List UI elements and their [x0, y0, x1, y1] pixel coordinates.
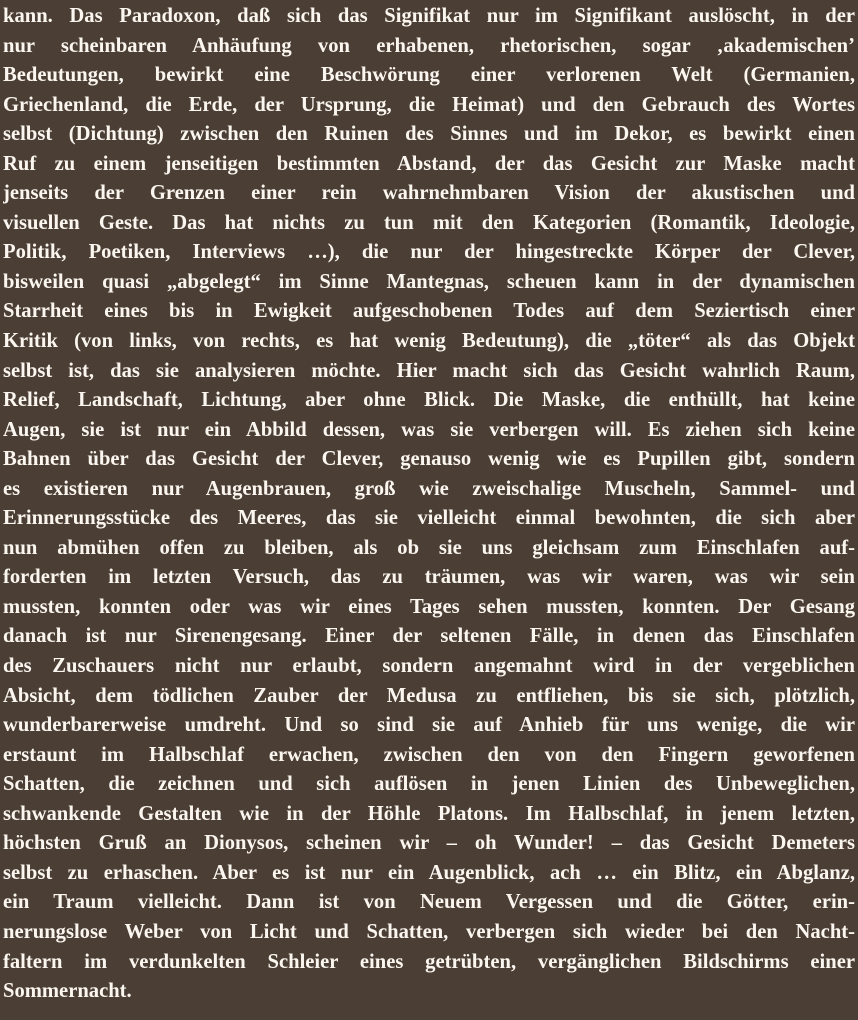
text-line: des Zuschauers nicht nur erlaubt, sondern angemahnt wird in der vergeblichen — [3, 655, 855, 678]
text-line: Griechenland, die Erde, der Ursprung, die Heimat) und den Gebrauch des Wortes — [3, 93, 855, 116]
text-line: nerungslose Weber von Licht und Schatten, verbergen sich wieder bei den Nacht- — [3, 920, 855, 943]
text-line: nun abmühen offen zu bleiben, als ob sie uns gleichsam zum Einschlafen auf- — [3, 536, 855, 559]
text-line: forderten im letzten Versuch, das zu träumen, was wir waren, was wir sein — [3, 566, 855, 589]
text-line: kann. Das Paradoxon, daß sich das Signifikat nur im Signifikant auslöscht, in der — [3, 5, 855, 27]
text-line: höchsten Gruß an Dionysos, scheinen wir – oh Wunder! – das Gesicht Demeters — [3, 832, 855, 855]
text-line: nur scheinbaren Anhäufung von erhabenen, rhetorischen, sogar ‚akademischen’ — [3, 34, 855, 57]
text-line: Absicht, dem tödlichen Zauber der Medusa zu entfliehen, bis sie sich, plötzlich, — [3, 684, 855, 707]
text-line: Ruf zu einem jenseitigen bestimmten Abstand, der das Gesicht zur Maske macht — [3, 152, 855, 175]
text-line: Sommernacht. — [3, 980, 132, 1003]
text-line: bisweilen quasi „abgelegt“ im Sinne Mantegnas, scheuen kann in der dynamischen — [3, 270, 855, 293]
text-line: selbst ist, das sie analysieren möchte. Hier macht sich das Gesicht wahrlich Raum, — [3, 359, 855, 382]
text-line: selbst zu erhaschen. Aber es ist nur ein Augenblick, ach … ein Blitz, ein Abglanz, — [3, 861, 855, 884]
text-line: danach ist nur Sirenengesang. Einer der seltenen Fälle, in denen das Einschlafen — [3, 625, 855, 648]
text-line: wunderbarerweise umdreht. Und so sind sie auf Anhieb für uns wenige, die wir — [3, 714, 855, 737]
text-line: schwankende Gestalten wie in der Höhle Platons. Im Halbschlaf, in jenem letzten, — [3, 802, 855, 825]
text-line: Politik, Poetiken, Interviews …), die nur der hingestreckte Körper der Clever, — [3, 241, 855, 264]
text-line: ein Traum vielleicht. Dann ist von Neuem Vergessen und die Götter, erin- — [3, 891, 855, 914]
text-line: Schatten, die zeichnen und sich auflösen in jenen Linien des Unbeweglichen, — [3, 773, 855, 796]
text-line: es existieren nur Augenbrauen, groß wie zweischalige Muscheln, Sammel- und — [3, 477, 855, 500]
text-line: Kritik (von links, von rechts, es hat wenig Bedeutung), die „töter“ als das Objekt — [3, 330, 855, 353]
text-line: mussten, konnten oder was wir eines Tages sehen mussten, konnten. Der Gesang — [3, 595, 855, 618]
text-line: Bahnen über das Gesicht der Clever, genauso wenig wie es Pupillen gibt, sondern — [3, 448, 855, 471]
text-line: erstaunt im Halbschlaf erwachen, zwischen den von den Fingern geworfenen — [3, 743, 855, 766]
text-line: Bedeutungen, bewirkt eine Beschwörung einer verlorenen Welt (Germanien, — [3, 64, 855, 87]
text-line: Starrheit eines bis in Ewigkeit aufgeschobenen Todes auf dem Seziertisch einer — [3, 300, 855, 323]
text-line: visuellen Geste. Das hat nichts zu tun mit den Kategorien (Romantik, Ideologie, — [3, 211, 855, 234]
text-line: Relief, Landschaft, Lichtung, aber ohne Blick. Die Maske, die enthüllt, hat keine — [3, 389, 855, 412]
text-line: Erinnerungsstücke des Meeres, das sie vielleicht einmal bewohnten, die sich aber — [3, 507, 855, 530]
text-line: faltern im verdunkelten Schleier eines getrübten, vergänglichen Bildschirms einer — [3, 950, 855, 973]
text-line: selbst (Dichtung) zwischen den Ruinen des Sinnes und im Dekor, es bewirkt einen — [3, 123, 855, 146]
body-text — [3, 2, 855, 1007]
text-line: jenseits der Grenzen einer rein wahrnehmbaren Vision der akustischen und — [3, 182, 855, 205]
text-line: Augen, sie ist nur ein Abbild dessen, was sie verbergen will. Es ziehen sich keine — [3, 418, 855, 441]
